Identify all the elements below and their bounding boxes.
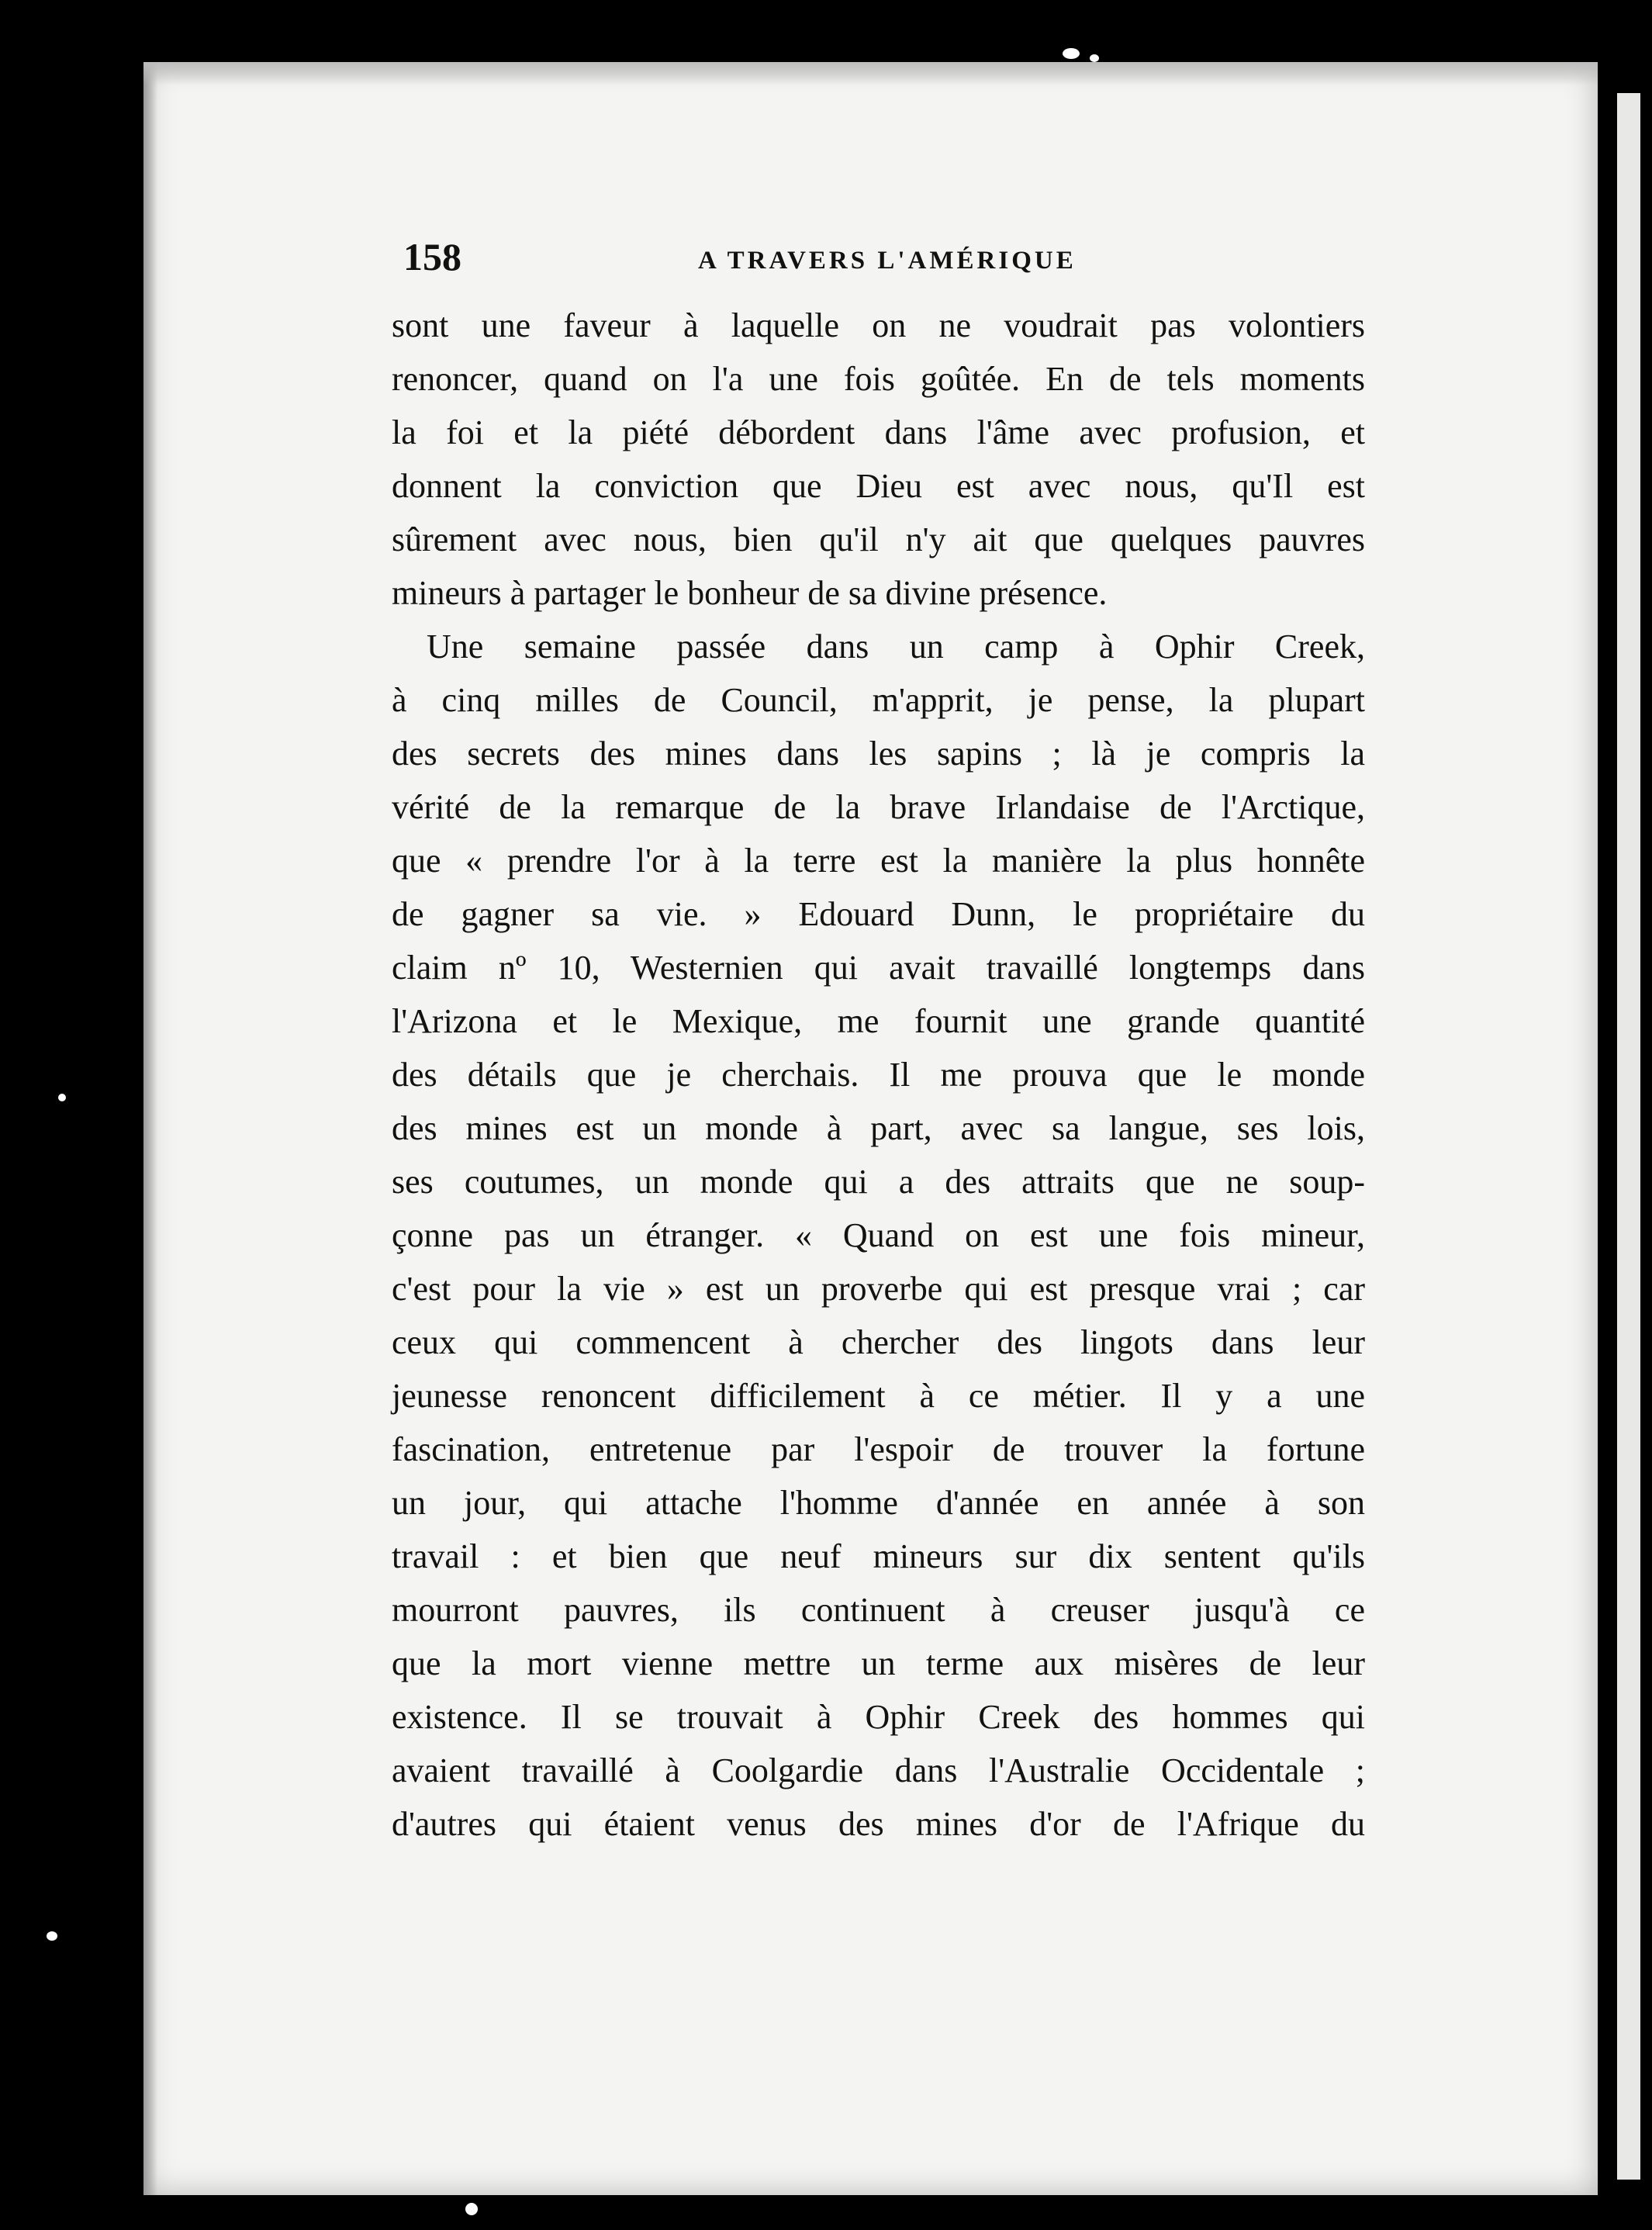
adjacent-page-edge <box>1617 93 1640 2180</box>
film-speck <box>465 2203 478 2215</box>
text-line: ses coutumes, un monde qui a des attraits que ne soup- <box>392 1163 1365 1201</box>
text-line: la foi et la piété débordent dans l'âme avec profusion, et <box>392 413 1365 451</box>
text-line: existence. Il se trouvait à Ophir Creek des hommes qui <box>392 1698 1365 1736</box>
text-line: fascination, entretenue par l'espoir de trouver la fortune <box>392 1430 1365 1468</box>
text-line: donnent la conviction que Dieu est avec nous, qu'Il est <box>392 467 1365 505</box>
body-text <box>392 299 1365 1851</box>
text-line: de gagner sa vie. » Edouard Dunn, le propriétaire du <box>392 895 1365 933</box>
text-line: jeunesse renoncent difficilement à ce métier. Il y a une <box>392 1377 1365 1415</box>
text-line: c'est pour la vie » est un proverbe qui est presque vrai ; car <box>392 1270 1365 1308</box>
film-speck <box>1090 54 1099 62</box>
film-speck <box>47 1931 57 1941</box>
text-line: que « prendre l'or à la terre est la manière la plus honnête <box>392 842 1365 880</box>
text-line: l'Arizona et le Mexique, me fournit une grande quantité <box>392 1002 1365 1040</box>
text-line: renoncer, quand on l'a une fois goûtée. En de tels moments <box>392 360 1365 398</box>
text-line: vérité de la remarque de la brave Irlandaise de l'Arctique, <box>392 788 1365 826</box>
text-line: çonne pas un étranger. « Quand on est une fois mineur, <box>392 1216 1365 1254</box>
text-line: des détails que je cherchais. Il me prouva que le monde <box>392 1056 1365 1094</box>
text-line: avaient travaillé à Coolgardie dans l'Australie Occidentale ; <box>392 1751 1365 1789</box>
text-line: mourront pauvres, ils continuent à creuser jusqu'à ce <box>392 1591 1365 1629</box>
film-speck <box>1063 48 1080 59</box>
film-speck <box>58 1094 66 1101</box>
page-top-shadow <box>143 62 1598 85</box>
running-head: A TRAVERS L'AMÉRIQUE <box>698 247 1077 275</box>
text-line: que la mort vienne mettre un terme aux misères de leur <box>392 1644 1365 1682</box>
text-line: sûrement avec nous, bien qu'il n'y ait que quelques pauvres <box>392 520 1365 558</box>
page-number: 158 <box>403 235 461 278</box>
text-line: sont une faveur à laquelle on ne voudrait pas volontiers <box>392 306 1365 344</box>
text-line: ceux qui commencent à chercher des lingots dans leur <box>392 1323 1365 1361</box>
page-left-shadow <box>143 62 157 2195</box>
page-header <box>403 234 1481 281</box>
text-line: Une semaine passée dans un camp à Ophir Creek, <box>427 628 1365 666</box>
text-line: mineurs à partager le bonheur de sa divine présence. <box>392 574 1108 612</box>
text-line: claim nº 10, Westernien qui avait travaillé longtemps dans <box>392 949 1365 987</box>
text-line: travail : et bien que neuf mineurs sur dix sentent qu'ils <box>392 1537 1365 1575</box>
text-line: à cinq milles de Council, m'apprit, je pense, la plupart <box>392 681 1365 719</box>
text-line: d'autres qui étaient venus des mines d'or de l'Afrique du <box>392 1805 1365 1843</box>
text-line: un jour, qui attache l'homme d'année en année à son <box>392 1484 1365 1522</box>
text-line: des secrets des mines dans les sapins ; là je compris la <box>392 735 1365 773</box>
text-line: des mines est un monde à part, avec sa langue, ses lois, <box>392 1109 1365 1147</box>
